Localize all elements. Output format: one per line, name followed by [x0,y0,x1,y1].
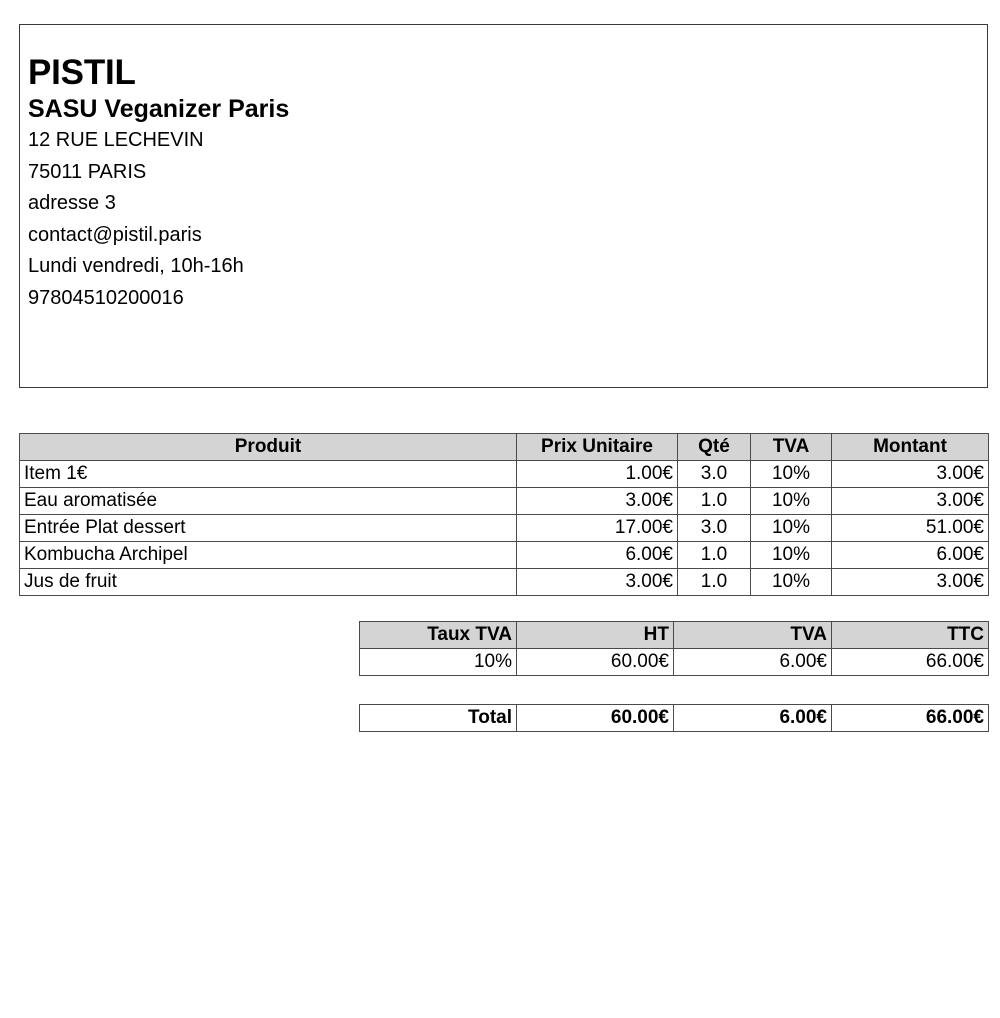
cell-vat: 10% [751,542,832,569]
column-header-ttc: TTC [832,622,989,649]
column-header-amount: Montant [832,434,989,461]
cell-quantity: 3.0 [678,461,751,488]
cell-unit-price: 17.00€ [517,515,678,542]
column-header-quantity: Qté [678,434,751,461]
vendor-address-line-3: adresse 3 [28,192,116,214]
cell-unit-price: 3.00€ [517,569,678,596]
column-header-unit-price: Prix Unitaire [517,434,678,461]
vendor-address-line-1: 12 RUE LECHEVIN [28,129,204,151]
cell-product: Jus de fruit [20,569,517,596]
cell-vat: 10% [751,488,832,515]
vendor-email: contact@pistil.paris [28,223,202,246]
cell-vat-amount: 6.00€ [674,649,832,676]
items-table-header-row [20,434,989,461]
column-header-product: Produit [20,434,517,461]
totals-ttc: 66.00€ [832,705,989,732]
items-table [19,433,989,596]
table-row [20,569,989,596]
table-row [20,542,989,569]
column-header-vat-amount: TVA [674,622,832,649]
vendor-header-box [19,24,988,388]
totals-row [360,705,989,732]
cell-ttc: 66.00€ [832,649,989,676]
cell-product: Item 1€ [20,461,517,488]
cell-quantity: 3.0 [678,515,751,542]
column-header-ht: HT [517,622,674,649]
column-header-vat-rate: Taux TVA [360,622,517,649]
totals-table [359,704,989,732]
cell-vat: 10% [751,515,832,542]
cell-vat: 10% [751,569,832,596]
table-row [20,488,989,515]
vendor-opening-hours: Lundi vendredi, 10h-16h [28,255,244,277]
vendor-address-line-2: 75011 PARIS [28,160,147,183]
cell-amount: 3.00€ [832,488,989,515]
cell-product: Eau aromatisée [20,488,517,515]
totals-label: Total [360,705,517,732]
totals-vat: 6.00€ [674,705,832,732]
table-row [20,461,989,488]
cell-ht: 60.00€ [517,649,674,676]
vendor-registration-number: 97804510200016 [28,286,184,309]
cell-vat: 10% [751,461,832,488]
table-row [20,515,989,542]
cell-amount: 51.00€ [832,515,989,542]
cell-product: Kombucha Archipel [20,542,517,569]
cell-unit-price: 6.00€ [517,542,678,569]
cell-quantity: 1.0 [678,569,751,596]
cell-quantity: 1.0 [678,488,751,515]
vendor-legal-name: SASU Veganizer Paris [28,95,290,123]
cell-quantity: 1.0 [678,542,751,569]
vat-summary-table [359,621,989,676]
vendor-details [20,25,987,314]
cell-product: Entrée Plat dessert [20,515,517,542]
column-header-vat: TVA [751,434,832,461]
vat-table-header-row [360,622,989,649]
vendor-name: PISTIL [28,53,136,92]
totals-ht: 60.00€ [517,705,674,732]
cell-unit-price: 1.00€ [517,461,678,488]
cell-unit-price: 3.00€ [517,488,678,515]
table-row [360,649,989,676]
cell-amount: 3.00€ [832,569,989,596]
cell-amount: 6.00€ [832,542,989,569]
cell-amount: 3.00€ [832,461,989,488]
cell-vat-rate: 10% [360,649,517,676]
